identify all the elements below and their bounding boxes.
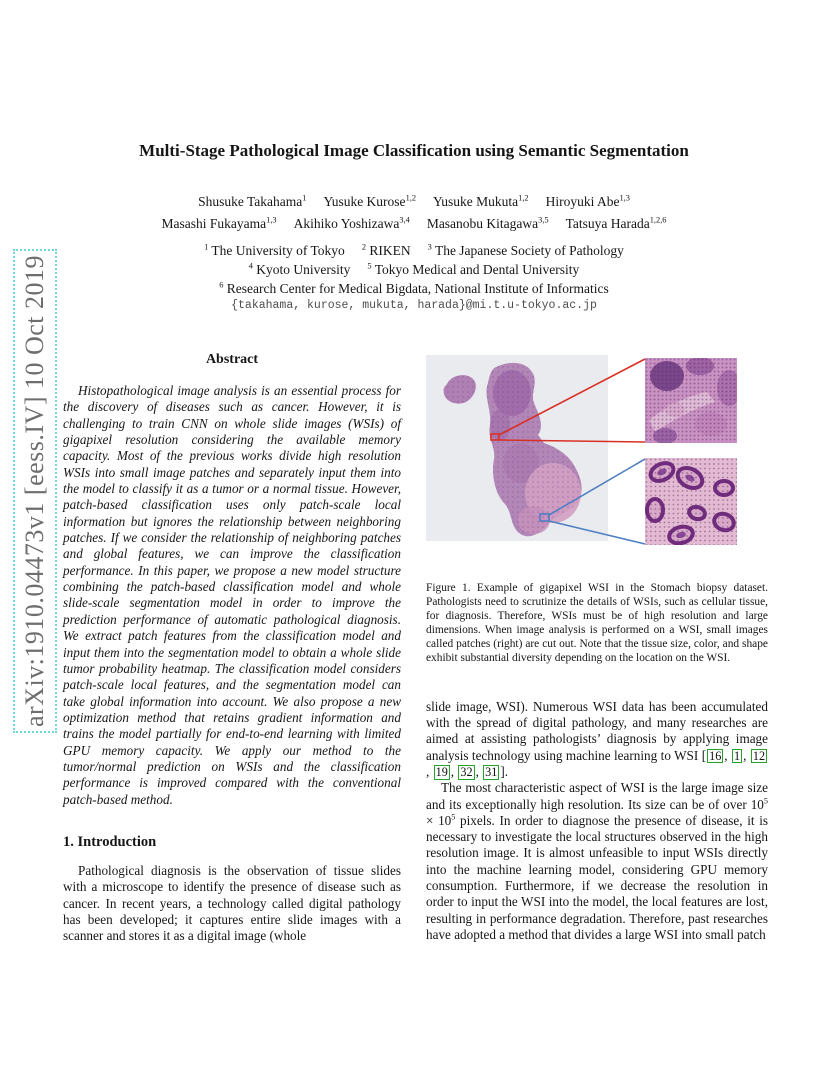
intro-paragraph-continued: slide image, WSI). Numerous WSI data has been accumulated with the spread of digital pathology, and many researches are aimed at assisting pathologists’ diagnosis by applying image analysis technology using machine learning to WSI [ 16 , 1 , 12, 19 , 32 , 31 ]. [426, 698, 768, 779]
citation-link[interactable]: 12 [752, 748, 766, 763]
author-line: Masashi Fukayama$^{1,3}$ Akihiko Yoshizawa$^{3,4}$ Masanobu Kitagawa$^{3,5}$ Tatsuya Harada$^{1,2,6}$ [161, 215, 667, 231]
figure-1 [426, 355, 768, 555]
superscript: 5 [451, 812, 456, 822]
superscript: 5 [763, 796, 768, 806]
citation-link[interactable]: 1 [734, 748, 741, 763]
citation-link[interactable]: 19 [435, 764, 448, 779]
superscript: 4 [248, 261, 253, 271]
superscript: 1,2,6 [649, 215, 667, 225]
blue-highlight-box [540, 514, 549, 521]
superscript: 1,3 [619, 193, 630, 203]
left-column [63, 352, 401, 944]
affiliation-line: $^1$ The University of Tokyo $^2$ RIKEN $^3$ The Japanese Society of Pathology [204, 242, 624, 258]
author-block [40, 191, 788, 235]
affiliation-block [40, 241, 788, 298]
superscript: 6 [219, 280, 224, 290]
superscript: 3,4 [399, 215, 410, 225]
citation-link[interactable]: 32 [460, 764, 473, 779]
paper-title: Multi-Stage Pathological Image Classification using Semantic Segmentation [139, 141, 689, 160]
superscript: 1 [204, 242, 209, 252]
superscript: 3,5 [538, 215, 549, 225]
citation-link[interactable]: 31 [485, 764, 498, 779]
affiliation-line: $^4$ Kyoto University $^5$ Tokyo Medical and Dental University [248, 261, 580, 277]
abstract-paragraph: Histopathological image analysis is an essential process for the discovery of diseases such as cancer. However, it is challenging to train CNN on whole slide images (WSIs) of gigapixel resolution considering the available memory capacity. Most of the previous works divide high resolution WSIs into small image patches and separately input them into the model to classify it as a tumor or a normal tissue. However, patch-based classification uses only patch-scale local information but ignores the relationship between neighboring patches. If we consider the relationship of neighboring patches and global features, we can improve the classification performance. In this paper, we propose a new model structure combining the patch-based classification model and whole slide-scale segmentation model in order to improve the prediction performance of automatic pathological diagnosis. We extract patch features from the classification model and input them into the segmentation model to obtain a whole slide tumor probability heatmap. The classification model considers patch-scale local features, and the segmentation model can take global information into account. We also propose a new optimization method that retains gradient information and trains the model partially for end-to-end learning with limited GPU memory capacity. We apply our method to the tumor/normal prediction on WSIs and the classification performance is improved compared with the conventional patch-based method. [63, 383, 401, 807]
superscript: 1 [302, 193, 307, 203]
section-heading-introduction: 1. Introduction [63, 833, 157, 850]
author-line: Shusuke Takahama$^1$ Yusuke Kurose$^{1,2}$ Yusuke Mukuta$^{1,2}$ Hiroyuki Abe$^{1,3}$ [198, 193, 630, 209]
introduction-paragraph: Pathological diagnosis is the observation of tissue slides with a microscope to identify the presence of disease such as cancer. In recent years, a technology called digital pathology has been developed; it captures entire slide images with a scanner and stores it as a digital image (whole [63, 862, 401, 944]
author-emails: {takahama, kurose, mukuta, harada}@mi.t.u-tokyo.ac.jp [231, 299, 597, 312]
citation-link[interactable]: 16 [709, 748, 722, 763]
right-column [426, 355, 768, 943]
affiliation-line: $^6$ Research Center for Medical Bigdata, National Institute of Informatics [219, 280, 609, 296]
arxiv-watermark [13, 249, 57, 733]
figure-1-caption: Figure 1. Example of gigapixel WSI in the Stomach biopsy dataset. Pathologists need to scrutinize the details of WSIs, such as cellular tissue, for diagnosis. Therefore, WSIs must be of high resolution and large dimensions. When image analysis is performed on a WSI, small images called patches (right) are cut out. Note that the tissue size, color, and shape exhibit substantial diversity depending on the location on the WSI. [426, 582, 768, 664]
superscript: 2 [361, 242, 366, 252]
superscript: 1,2 [405, 193, 417, 203]
superscript: 1,2 [518, 193, 529, 203]
connector-lines [426, 355, 768, 555]
arxiv-id-text: arXiv:1910.04473v1 [eess.IV] 10 Oct 2019 [20, 254, 49, 728]
superscript: 5 [367, 261, 372, 271]
superscript: 1,3 [266, 215, 277, 225]
superscript: 3 [427, 242, 432, 252]
red-highlight-box [491, 434, 499, 440]
abstract-heading: Abstract [205, 352, 259, 367]
intro-paragraph-2: The most characteristic aspect of WSI is the large image size and its exceptionally high resolution. Its size can be of over $10^5 \times 10^5$ pixels. In order to diagnose the presence of disease, it is necessary to investigate the local structures observed in the high resolution image. It is almost unfeasible to input WSIs directly into the machine learning model, considering GPU memory consumption. Furthermore, if we decrease the resolution in order to input the WSI into the model, the local features are lost, resulting in performance degradation. Therefore, past researches have adopted a method that divides a large WSI into small patch [426, 780, 769, 942]
